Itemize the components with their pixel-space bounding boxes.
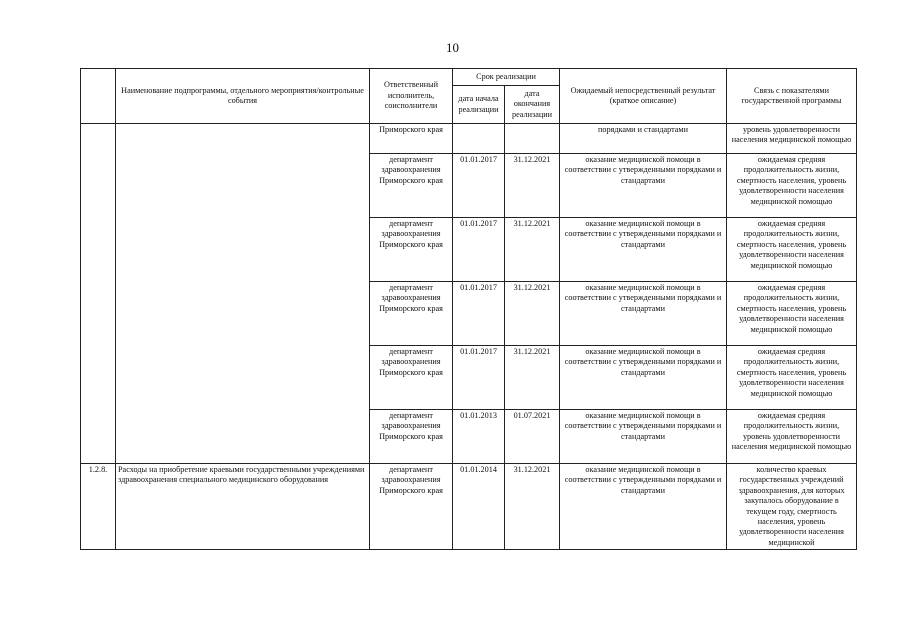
row-executor: департамент здравоохранения Приморского края <box>370 346 453 410</box>
row-start-date: 01.01.2014 <box>453 464 505 550</box>
row-result: порядками и стандартами <box>560 124 727 154</box>
row-link: ожидаемая средняя продолжительность жизни, уровень удовлетворенности населения медицинской помощью <box>727 410 857 464</box>
row-name <box>116 124 370 464</box>
table-row <box>81 124 857 154</box>
row-result: оказание медицинской помощи в соответствии с утвержденными порядками и стандартами <box>560 346 727 410</box>
row-result: оказание медицинской помощи в соответствии с утвержденными порядками и стандартами <box>560 154 727 218</box>
row-end-date: 31.12.2021 <box>505 282 560 346</box>
program-table <box>80 68 857 550</box>
row-result: оказание медицинской помощи в соответствии с утвержденными порядками и стандартами <box>560 282 727 346</box>
row-link: ожидаемая средняя продолжительность жизни, смертность населения, уровень удовлетворенности населения медицинской помощью <box>727 346 857 410</box>
row-start-date <box>453 124 505 154</box>
row-link: количество краевых государственных учреждений здравоохранения, для которых закупалось оборудование в текущем году, смертность населения, уровень удовлетворенности населения медицинской <box>727 464 857 550</box>
row-end-date <box>505 124 560 154</box>
header-result: Ожидаемый непосредственный результат (краткое описание) <box>560 69 727 124</box>
row-executor: департамент здравоохранения Приморского края <box>370 218 453 282</box>
page-number: 10 <box>446 40 459 55</box>
row-number: 1.2.8. <box>81 464 116 550</box>
row-end-date: 01.07.2021 <box>505 410 560 464</box>
row-number <box>81 124 116 464</box>
row-link: ожидаемая средняя продолжительность жизни, смертность населения, уровень удовлетворенности населения медицинской помощью <box>727 154 857 218</box>
row-executor: департамент здравоохранения Приморского края <box>370 154 453 218</box>
row-executor: департамент здравоохранения Приморского края <box>370 464 453 550</box>
row-link: ожидаемая средняя продолжительность жизни, смертность населения, уровень удовлетворенности населения медицинской помощью <box>727 218 857 282</box>
table-row <box>81 464 857 550</box>
row-executor: департамент здравоохранения Приморского края <box>370 410 453 464</box>
row-name: Расходы на приобретение краевыми государственными учреждениями здравоохранения специального медицинского оборудования <box>116 464 370 550</box>
row-executor: Приморского края <box>370 124 453 154</box>
header-period: Срок реализации <box>453 69 560 86</box>
header-link: Связь с показателями государственной программы <box>727 69 857 124</box>
header-name: Наименование подпрограммы, отдельного мероприятия/контрольные события <box>116 69 370 124</box>
row-result: оказание медицинской помощи в соответствии с утвержденными порядками и стандартами <box>560 218 727 282</box>
row-end-date: 31.12.2021 <box>505 464 560 550</box>
header-start-date: дата начала реализации <box>453 86 505 124</box>
table-header <box>81 69 857 124</box>
header-end-date: дата окончания реализации <box>505 86 560 124</box>
row-start-date: 01.01.2017 <box>453 218 505 282</box>
row-end-date: 31.12.2021 <box>505 154 560 218</box>
row-result: оказание медицинской помощи в соответствии с утвержденными порядками и стандартами <box>560 410 727 464</box>
row-start-date: 01.01.2017 <box>453 154 505 218</box>
header-number <box>81 69 116 124</box>
row-start-date: 01.01.2017 <box>453 282 505 346</box>
row-start-date: 01.01.2013 <box>453 410 505 464</box>
row-link: ожидаемая средняя продолжительность жизни, смертность населения, уровень удовлетворенности населения медицинской помощью <box>727 282 857 346</box>
row-result: оказание медицинской помощи в соответствии с утвержденными порядками и стандартами <box>560 464 727 550</box>
row-link: уровень удовлетворенности населения медицинской помощью <box>727 124 857 154</box>
row-executor: департамент здравоохранения Приморского края <box>370 282 453 346</box>
row-end-date: 31.12.2021 <box>505 218 560 282</box>
row-end-date: 31.12.2021 <box>505 346 560 410</box>
header-executor: Ответственный исполнитель, соисполнители <box>370 69 453 124</box>
row-start-date: 01.01.2017 <box>453 346 505 410</box>
